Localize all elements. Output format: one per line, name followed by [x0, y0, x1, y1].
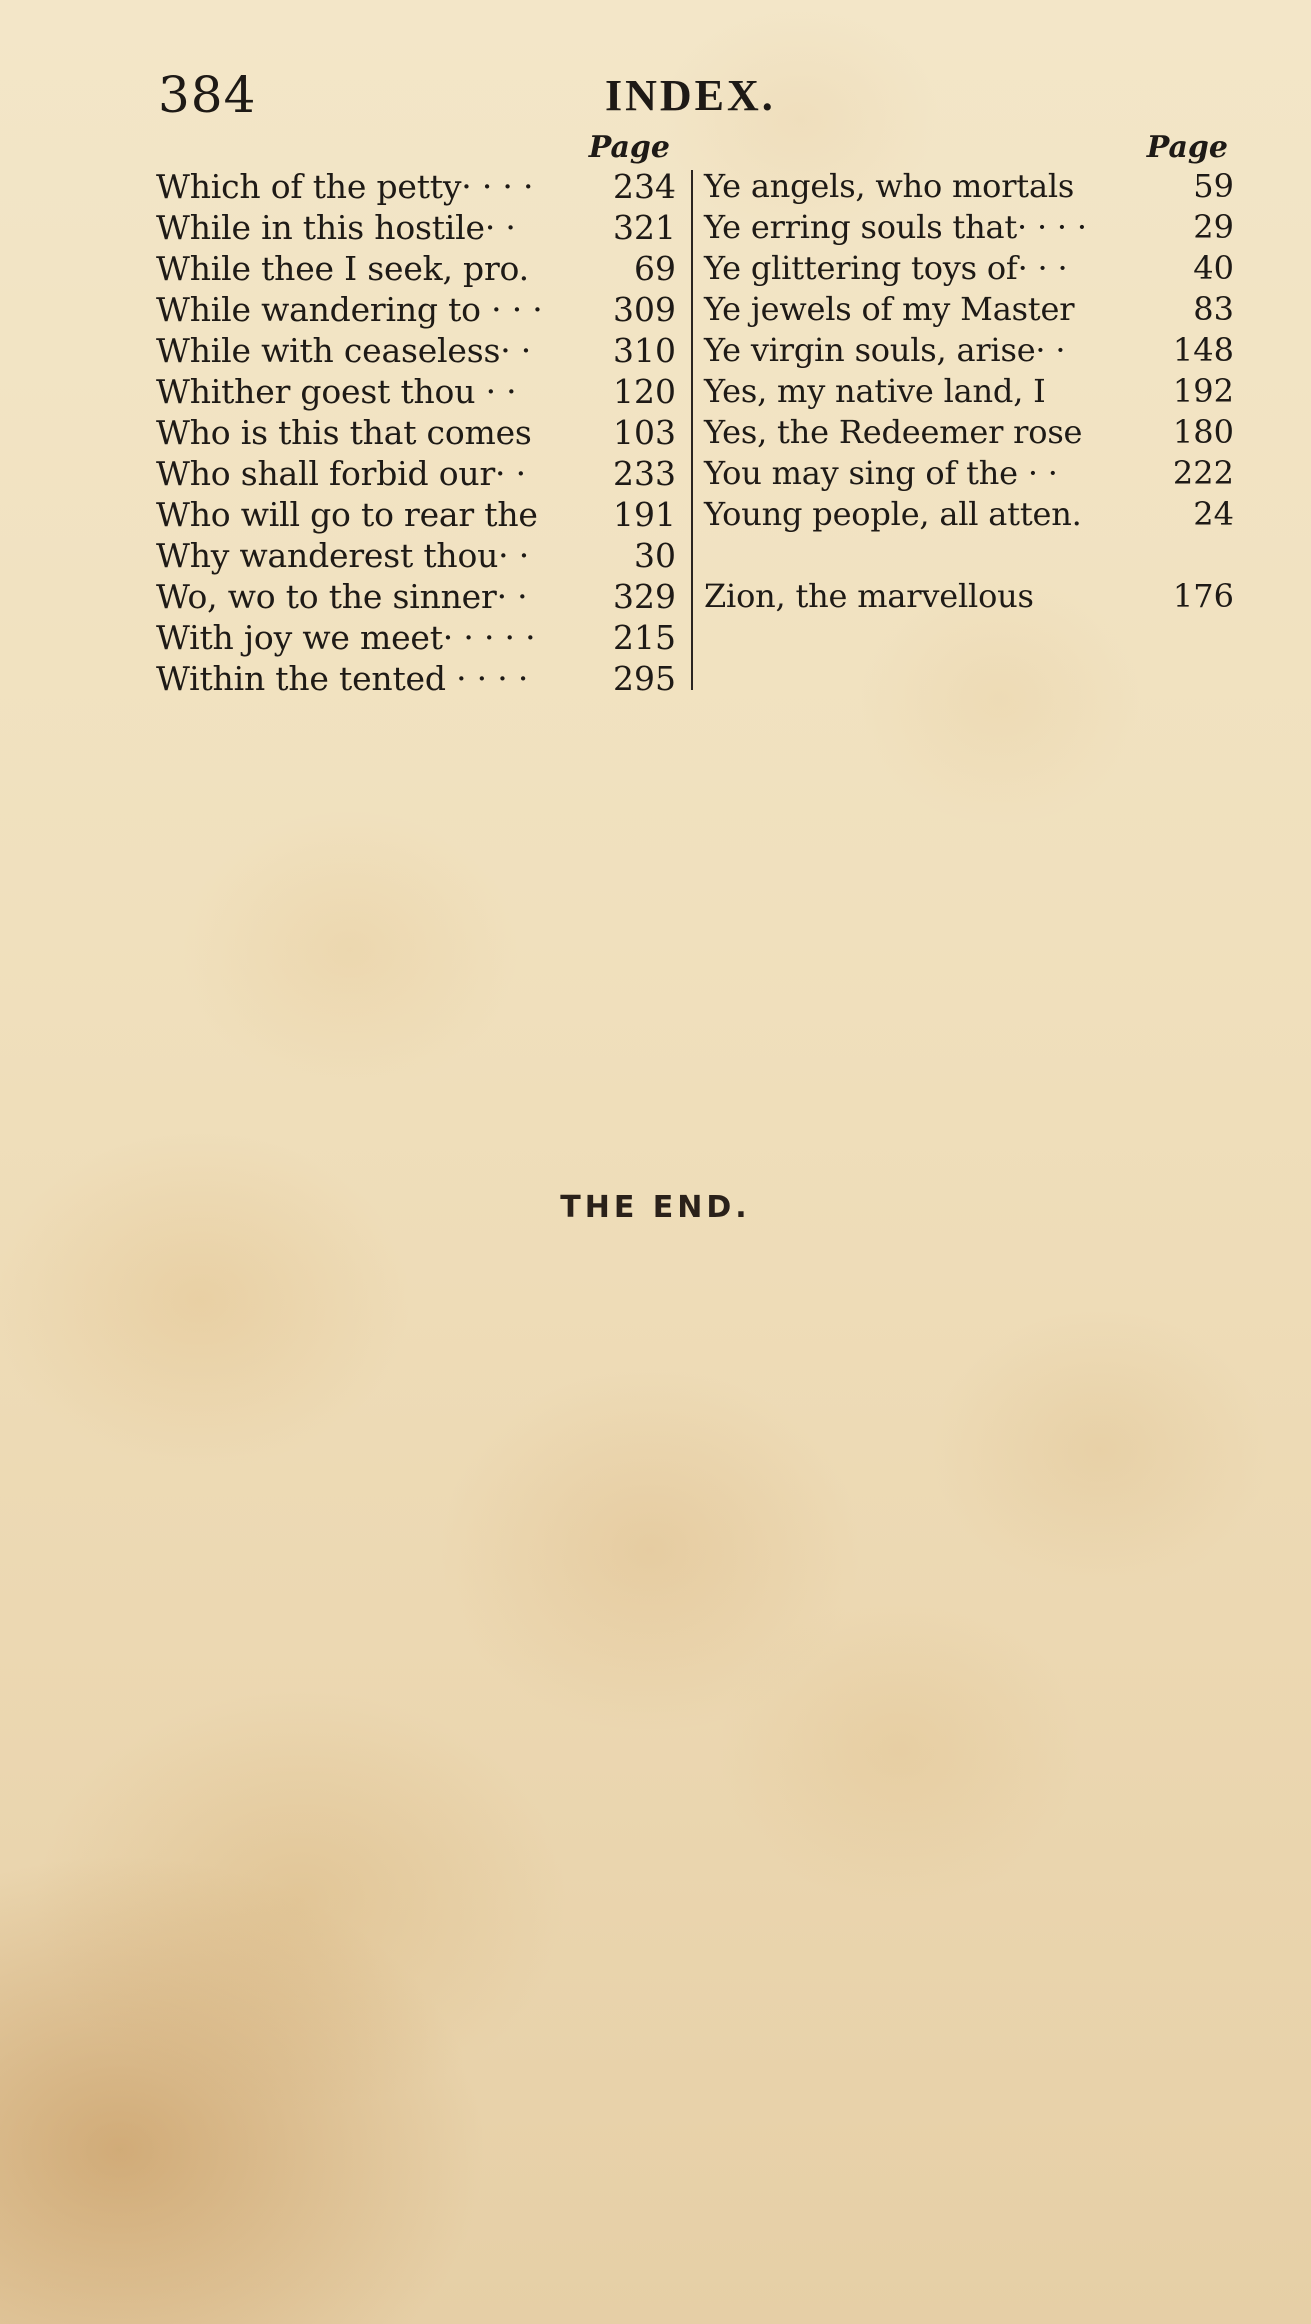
index-entry	[704, 248, 1234, 289]
index-entry	[704, 371, 1234, 412]
entry-title: Zion, the marvellous	[704, 577, 1034, 615]
entry-title: Why wanderest thou· ·	[156, 536, 530, 575]
entry-title: Yes, the Redeemer rose	[704, 413, 1083, 451]
entry-page-number: 191	[613, 495, 676, 534]
entry-title: Ye glittering toys of· · ·	[704, 249, 1068, 287]
entry-page-number: 24	[1193, 495, 1234, 533]
index-entry	[704, 494, 1234, 535]
entry-title: Ye jewels of my Master	[704, 290, 1075, 328]
entry-title: Who shall forbid our· ·	[156, 454, 526, 493]
entry-title: Whither goest thou · ·	[156, 372, 517, 411]
entry-title: Ye angels, who mortals	[704, 167, 1075, 205]
page-header	[158, 66, 1228, 126]
page-column-label: Page	[588, 130, 670, 165]
entry-title: Who is this that comes	[156, 413, 532, 452]
index-list-right	[704, 166, 1234, 535]
entry-page-number: 176	[1172, 577, 1234, 615]
entry-page-number: 59	[1193, 167, 1234, 205]
entry-page-number: 310	[613, 331, 676, 370]
entry-page-number: 103	[613, 413, 676, 452]
index-entry	[156, 248, 676, 289]
index-entry	[704, 412, 1234, 453]
entry-page-number: 234	[613, 167, 676, 206]
entry-page-number: 295	[613, 659, 676, 698]
entry-page-number: 148	[1172, 331, 1234, 369]
entry-page-number: 180	[1172, 413, 1234, 451]
entry-title: Yes, my native land, I	[704, 372, 1046, 410]
index-entry	[156, 371, 676, 412]
index-list-left	[156, 166, 676, 699]
entry-page-number: 222	[1172, 454, 1234, 492]
entry-title: While wandering to · · ·	[156, 290, 543, 329]
index-entry	[704, 289, 1234, 330]
index-entry	[156, 658, 676, 699]
entry-page-number: 29	[1193, 208, 1234, 246]
index-entry	[156, 207, 676, 248]
entry-page-number: 329	[613, 577, 676, 616]
index-entry	[156, 494, 676, 535]
page-column-label: Page	[1146, 130, 1228, 165]
entry-page-number: 30	[634, 536, 676, 575]
index-entry	[156, 330, 676, 371]
entry-page-number: 233	[613, 454, 676, 493]
entry-page-number: 120	[613, 372, 676, 411]
entry-page-number: 309	[613, 290, 676, 329]
index-list-right-z	[704, 576, 1234, 617]
the-end-text: THE END.	[560, 1190, 751, 1225]
index-entry	[156, 535, 676, 576]
index-entry	[156, 166, 676, 207]
entry-page-number: 321	[613, 208, 676, 247]
column-divider	[691, 170, 693, 690]
entry-page-number: 192	[1172, 372, 1234, 410]
entry-title: With joy we meet· · · · ·	[156, 618, 536, 657]
entry-title: Within the tented · · · ·	[156, 659, 529, 698]
entry-title: Who will go to rear the	[156, 495, 538, 534]
entry-title: Which of the petty· · · ·	[156, 167, 534, 206]
entry-title: Ye erring souls that· · · ·	[704, 208, 1087, 246]
entry-title: While with ceaseless· ·	[156, 331, 532, 370]
entry-page-number: 40	[1193, 249, 1234, 287]
entry-page-number: 69	[634, 249, 676, 288]
entry-title: While thee I seek, pro.	[156, 249, 529, 288]
entry-title: Young people, all atten.	[704, 495, 1082, 533]
index-columns	[156, 130, 1234, 700]
index-entry	[156, 453, 676, 494]
entry-page-number: 215	[613, 618, 676, 657]
index-column-left	[156, 130, 676, 699]
index-entry	[156, 576, 676, 617]
index-entry	[704, 576, 1234, 617]
index-column-right	[704, 130, 1234, 617]
entry-title: Wo, wo to the sinner· ·	[156, 577, 528, 616]
entry-title: While in this hostile· ·	[156, 208, 516, 247]
index-entry	[156, 617, 676, 658]
page-number: 384	[158, 66, 257, 124]
running-title: INDEX.	[605, 71, 776, 120]
index-entry	[704, 453, 1234, 494]
index-entry	[704, 207, 1234, 248]
entry-title: You may sing of the · ·	[704, 454, 1058, 492]
index-entry	[156, 289, 676, 330]
entry-page-number: 83	[1193, 290, 1234, 328]
index-entry	[704, 330, 1234, 371]
letter-group-gap	[704, 535, 1234, 576]
index-entry	[704, 166, 1234, 207]
entry-title: Ye virgin souls, arise· ·	[704, 331, 1066, 369]
index-entry	[156, 412, 676, 453]
